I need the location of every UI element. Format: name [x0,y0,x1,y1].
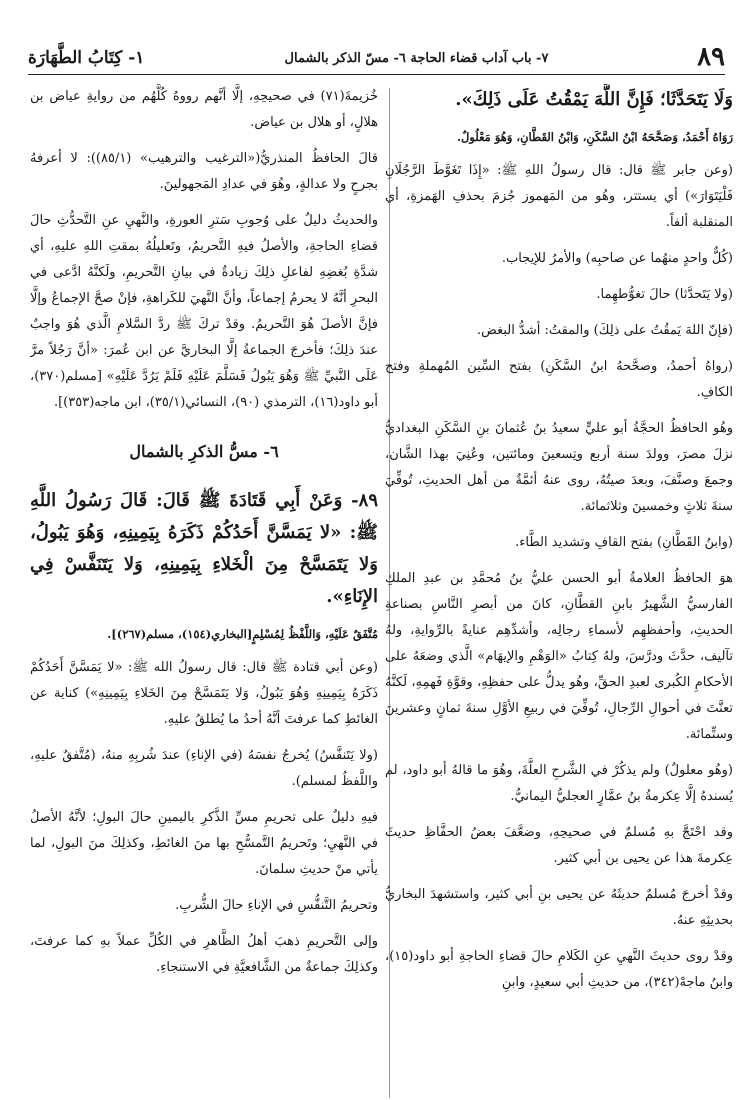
commentary-paragraph: وإلى التَّحريمِ ذهبَ أهلُ الظَّاهرِ في الكُلِّ عملاً بهِ كما عرفتَ، وكذلِكَ جماعةٌ من الشَّافعيَّةِ في الاستنجاءِ. [30,934,378,975]
commentary-paragraph: والحديثُ دليلٌ على وُجوبِ سَترِ العورةِ، والنَّهيِ عنِ التَّحدُّثِ حالَ قضاءِ الحاجةِ، والأصلُ فيهِ التَّحريمُ، وتَعليلُهُ بمقتِ اللهِ عليهِ، أي شدَّةِ بُغضِهِ لفاعلِ ذلِكَ زيادةٌ في بيانِ التَّحريمِ، ولَكنَّهُ ادَّعى في البحرِ أنَّهُ لا يحرمُ إجماعاً، وأنَّ النَّهيَ للكَراهةِ، فإنْ صحَّ الإجماعُ وإلَّا فإنَّ الأصلَ هُوَ التَّحريمُ. وقدْ تركَ ﷺ ردَّ السَّلامِ الَّذي هُوَ واجبٌ عندَ ذلِكَ؛ فأخرجَ الجماعةُ إلَّا البخاريَّ عن ابن عُمرَ: «أنَّ رَجُلاً مرَّ عَلَى النَّبيِّ ﷺ وَهُوَ يَبُولُ فَسَلَّمَ عَلَيْهِ فَلَمْ يَرُدَّ عَلَيْهِ» [مسلم(٣٧٠)، أبو داود(١٦)، الترمذي (٩٠)، النسائي(٣٥/١)، ابن ماجه(٣٥٣)]. [30,213,378,410]
book-title: ١- كِتَابُ الطَّهَارَة [28,48,145,68]
commentary-paragraph: (ولا يَتَحدَّثا) حالَ تغوُّطهِما. [596,287,733,302]
hadith-source: رَوَاهُ أَحْمَدُ، وَصَحَّحَهُ ابْنُ السَّكَنِ، وَابْنُ القَطَّانِ، وَهُوَ مَعْلُولٌ. [457,130,733,144]
header-rule [28,74,725,75]
hadith-text-end: وَلَا يَتَحَدَّثَا؛ فَإِنَّ اللَّهَ يَمْقُتُ عَلَى ذَلِكَ». [455,89,733,110]
hadith-source: مُتَّفَقٌ عَلَيْهِ، وَاللَّفْظُ لِمُسْلِمٍ[البخاري(١٥٤)، مسلم(٢٦٧)]. [107,627,378,641]
commentary-paragraph: وهُو الحافظُ الحجَّةُ أبو عليٍّ سعيدُ بنُ عُثمانَ بنِ السَّكَنِ البغداديُّ نزلَ مصرَ، وولدَ سنة أربع وتِسعينَ ومائتين، وعُنِيَ بهذا الشَّان، وجمعَ وصنَّفَ، وبعدَ صيتُهُ، روى عنهُ أئمَّةٌ من أهل الحديثِ، تُوفِّيَ سنةَ ثلاثٍ وخمسينَ وثلاثمائة. [385,421,733,514]
commentary-paragraph: (وعن جابر ﷺ قال: قال رسولُ اللهِ ﷺ: «إِذَا تَغَوَّطَ الرَّجُلَانِ فَلْيَتَوَارَ») أي يستتر، وهُو من المَهموز جُزمَ بحذفِ الهَمزةِ، أي المنقلبة ألفاً. [385,163,733,230]
commentary-paragraph: خُزيمةَ(٧١) في صحيحِهِ، إلَّا أنَّهم رووهُ كُلَّهُم من روايةِ عياض بن هلالٍ، أو هلال بن عياض. [30,89,378,130]
commentary-paragraph: (رواهُ أحمدُ، وصحَّحهُ ابنُ السَّكَنِ) بفتح السِّين المُهملةِ وفتح الكافِ. [385,359,733,400]
commentary-paragraph: (وهُو معلولٌ) ولم يذكُرْ في الشَّرحِ العلَّةَ، وهُوَ ما قالهُ أبو داود، لم يُسندهُ إلَّا عِكرمةُ بنُ عمَّارٍ العجليُّ اليمانيُّ. [385,763,733,804]
commentary-paragraph: (فإنّ اللهَ يَمقُتُ على ذلِكَ) والمقتُ: أشدُّ البغض. [477,323,733,338]
section-heading: ٦- مسُّ الذكرِ بالشمال [129,442,279,461]
commentary-paragraph: هوَ الحافظُ العلامةُ أبو الحسن عليُّ بنُ مُحمَّدِ بن عبدِ الملكِ الفارسيُّ الشَّهيرُ بابنِ القطَّانِ، كانَ من أبصرِ النَّاسِ بصناعةِ الحديثِ، وأحفظهِم لأسماءِ رجالِه، وأشدِّهِم عنايةً بالرِّوايةِ، ولهُ تآليف، حدَّثَ ودرَّسَ، ولهُ كِتابُ «الوَهْمِ والإيهَام» الَّذي وضعَهُ على الأحكامِ الكُبرى لعبدِ الحقِّ، وهُو يدلُّ على حفظِهِ، وقوَّةِ فَهمِهِ، لَكنَّهُ تعنَّتَ في أحوالِ الرِّجالِ، تُوفِّيَ في ربيعِ الأوَّلِ سنةَ ثمانٍ وعشرينَ وستِّمائة. [385,571,733,742]
commentary-paragraph: قالَ الحافظُ المنذريُّ(«الترغيب والترهيب» (٨٥/١)): لا أعرفهُ بجرحٍ ولا عدالةٍ، وهُوَ في عدادِ المَجهولينَ. [30,151,378,192]
right-column [385,84,733,1094]
commentary-paragraph: (ولا يَتَنفَّسُ) يُخرجُ نفسَهُ (في الإناءِ) عندَ شُربِهِ منهُ، (مُتَّفقٌ عليهِ، واللَّفظُ لمسلم). [30,748,378,789]
commentary-paragraph: وقد احْتَجَّ بهِ مُسلمٌ في صحيحِهِ، وضعَّفَ بعضُ الحفَّاظِ حديثَ عِكرمةَ هذا عن يحيى بن أبي كثير. [385,825,733,866]
left-column [30,84,378,1094]
running-title: ٧- باب آداب قضاء الحاجة ٦- مسّ الذكر بالشمال [284,51,549,66]
commentary-paragraph: فيهِ دليلٌ على تحريمِ مسِّ الذَّكرِ باليمينِ حالَ البولِ؛ لأنَّهُ الأصلُ في النَّهيِ؛ وتَحريمُ التَّمسُّحِ بها منَ الغائطِ، وكذلِكَ منَ البولِ، لما يأتي منْ حديثِ سلمانَ. [30,810,378,877]
commentary-paragraph: وقدْ روى حديثَ النَّهيِ عنِ الكَلامِ حالَ قضاءِ الحاجةِ أبو داود(١٥)، وابنُ ماجهْ(٣٤٢)، من حديثِ أبي سعيدٍ، وابنِ [385,949,733,990]
hadith-text: ٨٩- وَعَنْ أَبِي قَتَادَةَ ﷺ قَالَ: قَالَ رَسُولُ اللَّهِ ﷺ: «لا يَمَسَّنَّ أَحَدُكُمْ ذَكَرَهُ بِيَمِينِهِ، وَهُوَ يَبُولُ، وَلا يَتَمَسَّحْ مِنَ الْخَلاءِ بِيَمِينِهِ، وَلا يَتَنَفَّسْ فِي الإِنَاءِ». [30,490,378,607]
page-number: ٨٩ [697,42,725,72]
commentary-paragraph: (وعن أبي قتادة ﷺ قال: قال رسولُ الله ﷺ: «لا يَمَسَّنَّ أَحَدُكُمْ ذَكَرَهُ بِيَمِينِهِ وَهُوَ يَبُولُ، وَلا يَتَمَسَّحْ مِنَ الخَلاءِ بِيَمِينِهِ») كناية عن الغائطِ كما عرفتَ أنَّهُ أحدُ ما يُطلقُ عليهِ. [30,660,378,727]
commentary-paragraph: وتحريمُ التَّنفُّسِ في الإناءِ حالَ الشُّربِ. [175,898,378,913]
commentary-paragraph: وقدْ أخرجَ مُسلمٌ حديثَهُ عن يحيى بنِ أبي كثير، واستشهدَ البخاريُّ بحديثِهِ عنهُ. [385,887,733,928]
page-header [28,38,725,72]
commentary-paragraph: (وابنُ القَطَّانِ) بفتح القافِ وتشديد الطَّاء. [515,535,733,550]
commentary-paragraph: (كُلٌّ واحدٍ منهُما عن صاحبِه) والأمرُ للإيجاب. [501,251,733,266]
